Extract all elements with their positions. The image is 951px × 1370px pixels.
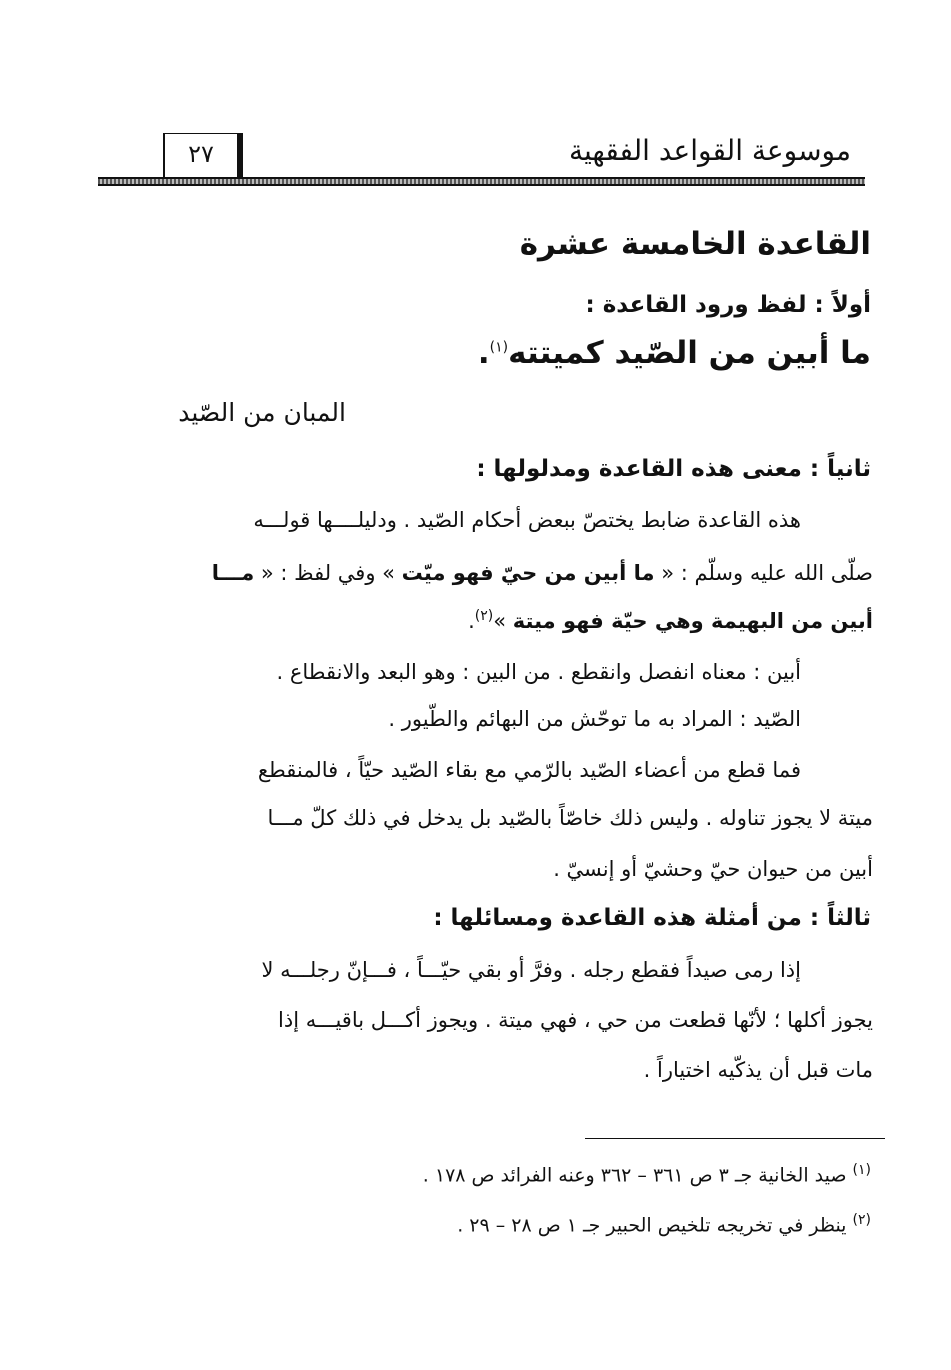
section2-heading: ثانياً : معنى هذه القاعدة ومدلولها : bbox=[476, 456, 871, 482]
body-line: فما قطع من أعضاء الصّيد بالرّمي مع بقاء الصّيد حيّاً ، فالمنقطع bbox=[257, 758, 801, 782]
footnote-text: ينظر في تخريجه تلخيص الحبير جـ ١ ص ٢٨ – ٢٩ . bbox=[457, 1214, 847, 1237]
body-line: الصّيد : المراد به ما توحّش من البهائم والطّيور . bbox=[388, 707, 801, 731]
footnote-ref-1: (١) bbox=[489, 339, 509, 356]
body-line bbox=[468, 608, 873, 633]
footnote-1 bbox=[423, 1162, 871, 1186]
footnote-separator bbox=[585, 1138, 885, 1139]
body-line: مات قبل أن يذكّيه اختياراً . bbox=[643, 1058, 873, 1082]
body-line: أبين من حيوان حيّ وحشيّ أو إنسيّ . bbox=[553, 857, 873, 881]
footnote-ref-2: (٢) bbox=[474, 608, 494, 624]
hadith-text: أبين من البهيمة وهي حيّة فهو ميتة bbox=[512, 609, 873, 633]
body-text: صلّى الله عليه وسلّم : « bbox=[654, 561, 873, 585]
hadith-text: ما أبين من حيّ فهو ميّت bbox=[401, 561, 655, 585]
footnote-2 bbox=[457, 1212, 871, 1236]
body-line: يجوز أكلها ؛ لأنّها قطعت من حي ، فهي ميتة . ويجوز أكـــل باقيـــه إذا bbox=[278, 1008, 873, 1032]
rule-title: القاعدة الخامسة عشرة bbox=[519, 226, 871, 262]
body-line: ميتة لا يجوز تناوله . وليس ذلك خاصّاً بالصّيد بل يدخل في ذلك كلّ مـــا bbox=[267, 806, 873, 830]
book-title: موسوعة القواعد الفقهية bbox=[568, 134, 851, 167]
rule-end: . bbox=[477, 335, 490, 371]
footnote-number: (١) bbox=[852, 1162, 871, 1178]
footnote-text: صيد الخانية جـ ٣ ص ٣٦١ – ٣٦٢ وعنه الفرائد ص ١٧٨ . bbox=[422, 1164, 847, 1187]
body-text: . bbox=[468, 609, 475, 633]
section1-heading: أولاً : لفظ ورود القاعدة : bbox=[585, 292, 871, 318]
rule-statement bbox=[478, 335, 871, 371]
rule-text: ما أبين من الصّيد كميتته bbox=[508, 335, 871, 371]
header-rule bbox=[98, 177, 865, 186]
body-text: » bbox=[493, 609, 513, 633]
body-line: هذه القاعدة ضابط يختصّ ببعض أحكام الصّيد . ودليلــــها قولـــه bbox=[253, 508, 801, 532]
body-line: أبين : معناه انفصل وانقطع . من البين : وهو البعد والانقطاع . bbox=[276, 660, 801, 684]
section3-heading: ثالثاً : من أمثلة هذه القاعدة ومسائلها : bbox=[433, 905, 871, 931]
page-number-box bbox=[163, 133, 243, 177]
footnote-number: (٢) bbox=[852, 1212, 871, 1228]
body-line bbox=[212, 561, 873, 585]
body-line: إذا رمى صيداً فقطع رجله . وفرَّ أو بقي حيّـــاً ، فـــإنّ رجلـــه لا bbox=[261, 958, 801, 982]
body-text: » وفي لفظ : « bbox=[254, 561, 402, 585]
hadith-text: مـــا bbox=[211, 561, 255, 585]
page-number: ٢٧ bbox=[188, 140, 214, 168]
handwritten-note: المبان من الصّيد bbox=[178, 398, 346, 427]
